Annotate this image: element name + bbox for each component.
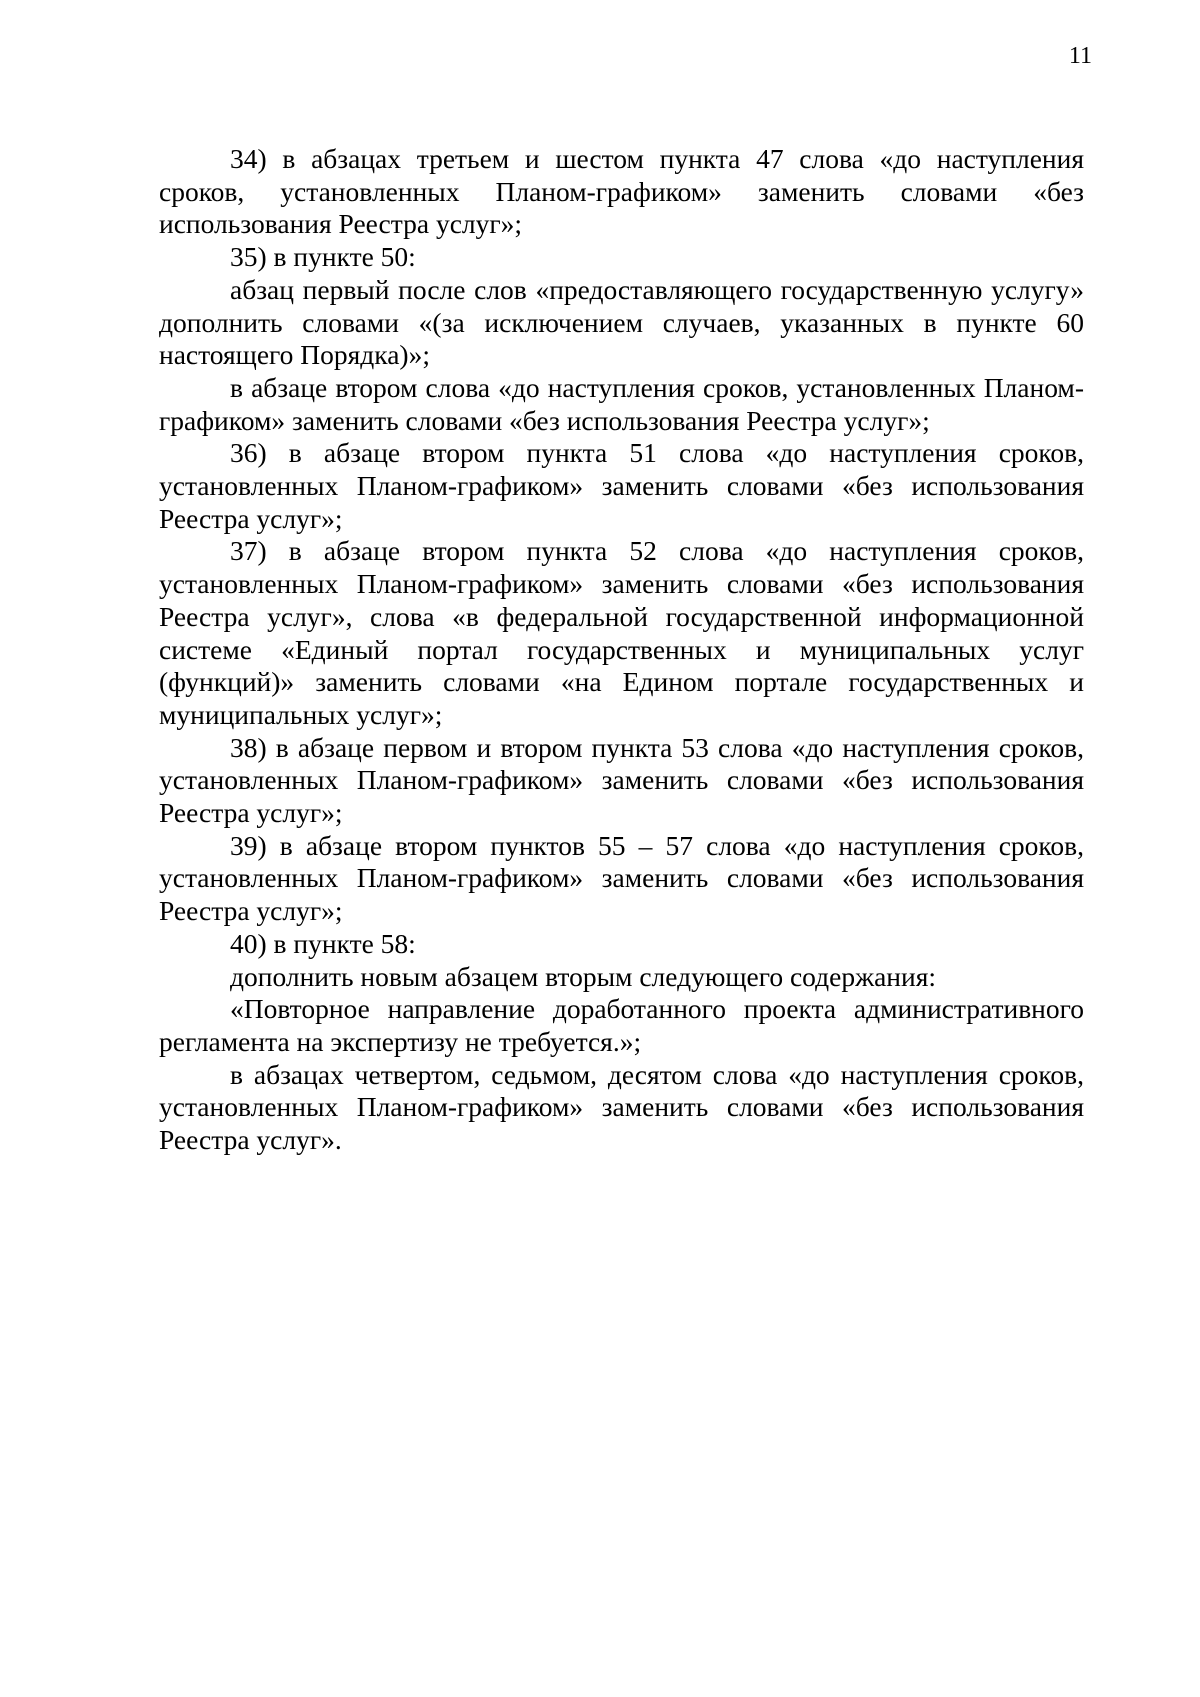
paragraph-item-38: 38) в абзаце первом и втором пункта 53 слова «до наступления сроков, установленных Планом-графиком» заменить словами «без использования Реестра услуг»;: [159, 731, 1084, 829]
paragraph-item-35: 35) в пункте 50:: [230, 241, 416, 273]
paragraph-item-34: 34) в абзацах третьем и шестом пункта 47 слова «до наступления сроков, установленных Планом-графиком» заменить словами «без использования Реестра услуг»;: [159, 143, 1084, 240]
page-number: 11: [1068, 43, 1092, 69]
paragraph-item-40-quote: «Повторное направление доработанного проекта административного регламента на экспертизу не требуется.»;: [159, 993, 1084, 1057]
paragraph-item-40-b: в абзацах четвертом, седьмом, десятом слова «до наступления сроков, установленных Планом-графиком» заменить словами «без использования Реестра услуг».: [159, 1058, 1084, 1156]
paragraph-item-40-a: дополнить новым абзацем вторым следующего содержания:: [230, 960, 937, 992]
paragraph-item-39: 39) в абзаце втором пунктов 55 – 57 слова «до наступления сроков, установленных Планом-графиком» заменить словами «без использования Реестра услуг»;: [159, 829, 1084, 927]
paragraph-item-40: 40) в пункте 58:: [230, 927, 416, 959]
paragraph-item-35-b: в абзаце втором слова «до наступления сроков, установленных Планом-графиком» заменить словами «без использования Реестра услуг»;: [159, 371, 1084, 436]
paragraph-item-37: 37) в абзаце втором пункта 52 слова «до наступления сроков, установленных Планом-графиком» заменить словами «без использования Реестра услуг», слова «в федеральной государственной информационной системе «Единый портал государственных и муниципальных услуг (функций)» заменить словами «на Едином портале государственных и муниципальных услуг»;: [159, 535, 1084, 730]
paragraph-item-35-a: абзац первый после слов «предоставляющего государственную услугу» дополнить словами «(за исключением случаев, указанных в пункте 60 настоящего Порядка)»;: [159, 273, 1084, 371]
paragraph-item-36: 36) в абзаце втором пункта 51 слова «до наступления сроков, установленных Планом-графиком» заменить словами «без использования Реестра услуг»;: [159, 437, 1084, 534]
document-body: [159, 143, 1084, 1157]
